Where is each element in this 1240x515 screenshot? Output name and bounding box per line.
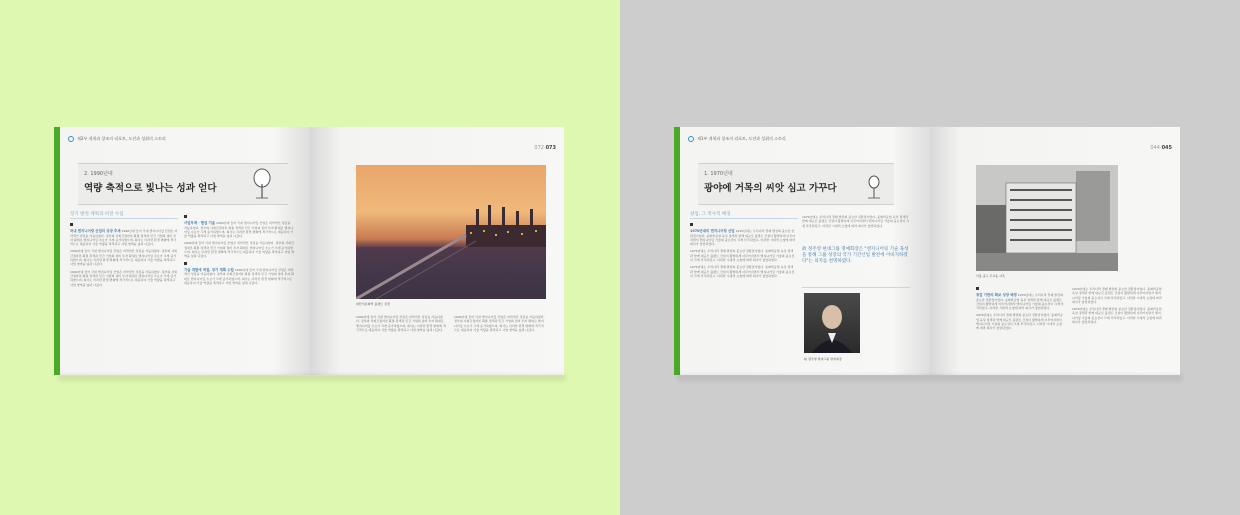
section-dot-icon — [68, 136, 74, 142]
portrait-photo — [804, 293, 860, 353]
body-text: 1990년대 들어 국내 엔지니어링 산업은 비약적인 성장을 거듭하였다. 정부의 사회간접자본 확충 정책과 민간 기업의 설비 투자 확대로 엔지니어링 수요가 크게 증가하였으며, 회사는 이러한 환경 변화에 적극적으로 대응하여 기술 역량을 축적하고 사업 영역을 넓혀 나갔다. — [184, 267, 294, 285]
body-column-1 — [70, 223, 178, 371]
book-shadow — [58, 375, 566, 383]
plant-skyline-illustration — [356, 165, 546, 299]
photo-caption: 서울 중구 무교동 사옥 — [976, 274, 1005, 278]
body-text: 1990년대 들어 국내 엔지니어링 산업은 비약적인 성장을 거듭하였다. 정부의 사회간접자본 확충 정책과 민간 기업의 설비 투자 확대로 엔지니어링 수요가 크게 증가하였으며, 회사는 이러한 환경 변화에 적극적으로 대응하여 기술 역량을 축적하고 사업 영역을 넓혀 나갔다. — [454, 315, 545, 332]
book-shadow — [678, 375, 1182, 383]
body-column-3 — [976, 287, 1064, 371]
bullet-square — [976, 287, 979, 290]
book-mockup-right — [678, 127, 1182, 381]
body-text: 1970년대는 우리나라 경제 발전의 중요한 전환점이었다. 중화학공업 육성 정책과 함께 대규모 플랜트 건설이 활발하게 이루어지면서 엔지니어링 기술의 중요성이 크게 부각되었고, 이러한 시대적 요청에 따라 회사가 창립되었다. — [802, 215, 910, 228]
column-heading: 국내 엔지니어링 산업의 성장 추세 — [70, 229, 121, 234]
section-rule — [70, 218, 178, 219]
chapter-title-box — [698, 163, 894, 205]
building-illustration — [976, 165, 1118, 271]
running-head: 제1부 개척과 창조의 리포트, 도전과 성취의 스토리 — [688, 136, 786, 142]
body-text: 1990년대 들어 국내 엔지니어링 산업은 비약적인 성장을 거듭하였다. 정부의 사회간접자본 확충 정책과 민간 기업의 설비 투자 확대로 엔지니어링 수요가 크게 증가하였으며, 회사는 이러한 환경 변화에 적극적으로 대응하여 기술 역량을 축적하고 사업 영역을 넓혀 나갔다. — [70, 269, 178, 287]
right-page — [310, 127, 564, 375]
body-column-4 — [1072, 287, 1162, 371]
body-column-1 — [690, 223, 796, 371]
chapter-kicker: 1. 1970년대 — [704, 171, 733, 177]
tree-icon — [250, 166, 274, 202]
column-heading: 기술 개발에 역점, 장기 계획 수립 — [184, 267, 234, 272]
bullet-square — [690, 223, 693, 226]
portrait-illustration — [804, 293, 860, 353]
sapling-icon — [864, 166, 884, 202]
section-dot-icon — [688, 136, 694, 142]
body-column-2 — [802, 215, 910, 251]
portrait-caption: 故 정주영 현대그룹 명예회장 — [804, 357, 842, 361]
page-number: 072·073 — [534, 145, 556, 151]
body-text: 1990년대 들어 국내 엔지니어링 산업은 비약적인 성장을 거듭하였다. 정부의 사회간접자본 확충 정책과 민간 기업의 설비 투자 확대로 엔지니어링 수요가 크게 증가하였으며, 회사는 이러한 환경 변화에 적극적으로 대응하여 기술 역량을 축적하고 사업 영역을 넓혀 나갔다. — [356, 315, 446, 332]
body-text: 1990년대 들어 국내 엔지니어링 산업은 비약적인 성장을 거듭하였다. 정부의 사회간접자본 확충 정책과 민간 기업의 설비 투자 확대로 엔지니어링 수요가 크게 증가하였으며, 회사는 이러한 환경 변화에 적극적으로 대응하여 기술 역량을 축적하고 사업 영역을 넓혀 나갔다. — [70, 249, 178, 267]
body-text: 1970년대는 우리나라 경제 발전의 중요한 전환점이었다. 중화학공업 육성 정책과 함께 대규모 플랜트 건설이 활발하게 이루어지면서 엔지니어링 기술의 중요성이 크게 부각되었고, 이러한 시대적 요청에 따라 회사가 창립되었다. — [976, 313, 1063, 331]
body-text: 1970년대는 우리나라 경제 발전의 중요한 전환점이었다. 중화학공업 육성 정책과 함께 대규모 플랜트 건설이 활발하게 이루어지면서 엔지니어링 기술의 중요성이 크게 부각되었고, 이러한 시대적 요청에 따라 회사가 창립되었다. — [690, 249, 795, 263]
body-text: 1990년대 들어 국내 엔지니어링 산업은 비약적인 성장을 거듭하였다. 정부의 사회간접자본 확충 정책과 민간 기업의 설비 투자 확대로 엔지니어링 수요가 크게 증가하였으며, 회사는 이러한 환경 변화에 적극적으로 대응하여 기술 역량을 축적하고 사업 영역을 넓혀 나갔다. — [70, 229, 178, 247]
body-text: 1990년대 들어 국내 엔지니어링 산업은 비약적인 성장을 거듭하였다. 정부의 사회간접자본 확충 정책과 민간 기업의 설비 투자 확대로 엔지니어링 수요가 크게 증가하였으며, 회사는 이러한 환경 변화에 적극적으로 대응하여 기술 역량을 축적하고 사업 영역을 넓혀 나갔다. — [184, 221, 294, 239]
body-text: 1970년대는 우리나라 경제 발전의 중요한 전환점이었다. 중화학공업 육성 정책과 함께 대규모 플랜트 건설이 활발하게 이루어지면서 엔지니어링 기술의 중요성이 크게 부각되었고, 이러한 시대적 요청에 따라 회사가 창립되었다. — [690, 265, 795, 278]
section-heading: 창업, 그 역사적 배경 — [690, 212, 731, 217]
chapter-title: 역량 축적으로 빛나는 성과 얻다 — [84, 183, 217, 194]
section-heading: 장기 발전 계획과 비전 수립 — [70, 212, 124, 217]
body-text: 1990년대 들어 국내 엔지니어링 산업은 비약적인 성장을 거듭하였다. 정부의 사회간접자본 확충 정책과 민간 기업의 설비 투자 확대로 엔지니어링 수요가 크게 증가하였으며, 회사는 이러한 환경 변화에 적극적으로 대응하여 기술 역량을 축적하고 사업 영역을 넓혀 나갔다. — [184, 241, 294, 259]
pull-quote: 故 정주영 현대그룹 명예회장은 "엔지니어링 기술 육성을 통해 그룹 성장의 국가 기간산업 발전에 이바지하겠다"는 의지를 천명하였다. — [802, 247, 909, 264]
book-mockup-left — [58, 127, 566, 381]
body-column-2 — [184, 215, 294, 371]
body-column-3 — [356, 315, 446, 369]
running-head: 제2부 개척과 창조의 리포트, 도전과 성취의 스토리 — [68, 136, 166, 142]
section-rule — [690, 218, 798, 219]
building-photo — [976, 165, 1118, 271]
column-heading: 창업 기반의 확보 성장 배경 — [976, 293, 1017, 298]
body-column-4 — [454, 315, 546, 369]
quote-rule — [802, 287, 910, 288]
column-heading: 1970년대의 엔지니어링 산업 — [690, 229, 735, 234]
industrial-plant-photo — [356, 165, 546, 299]
column-heading: 사업부제 · 협업 기술 — [184, 221, 216, 226]
body-text: 1970년대는 우리나라 경제 발전의 중요한 전환점이었다. 중화학공업 육성 정책과 함께 대규모 플랜트 건설이 활발하게 이루어지면서 엔지니어링 기술의 중요성이 크게 부각되었고, 이러한 시대적 요청에 따라 회사가 창립되었다. — [690, 229, 796, 247]
chapter-kicker: 2. 1990년대 — [84, 171, 113, 177]
body-text: 1970년대는 우리나라 경제 발전의 중요한 전환점이었다. 중화학공업 육성 정책과 함께 대규모 플랜트 건설이 활발하게 이루어지면서 엔지니어링 기술의 중요성이 크게 부각되었고, 이러한 시대적 요청에 따라 회사가 창립되었다. — [1072, 307, 1162, 325]
right-page — [930, 127, 1180, 375]
left-page — [60, 127, 310, 375]
chapter-title-box — [78, 163, 288, 205]
photo-caption: 대산석유화학 플랜트 전경 — [356, 302, 390, 306]
left-page — [680, 127, 930, 375]
page-number: 044·045 — [1150, 145, 1172, 151]
bullet-square — [184, 215, 187, 218]
chapter-title: 광야에 거목의 씨앗 심고 가꾸다 — [704, 183, 837, 194]
body-text: 1970년대는 우리나라 경제 발전의 중요한 전환점이었다. 중화학공업 육성 정책과 함께 대규모 플랜트 건설이 활발하게 이루어지면서 엔지니어링 기술의 중요성이 크게 부각되었고, 이러한 시대적 요청에 따라 회사가 창립되었다. — [1072, 287, 1162, 304]
bullet-square — [184, 262, 187, 265]
bullet-square — [70, 223, 73, 226]
body-text: 1970년대는 우리나라 경제 발전의 중요한 전환점이었다. 중화학공업 육성 정책과 함께 대규모 플랜트 건설이 활발하게 이루어지면서 엔지니어링 기술의 중요성이 크게 부각되었고, 이러한 시대적 요청에 따라 회사가 창립되었다. — [976, 293, 1064, 311]
